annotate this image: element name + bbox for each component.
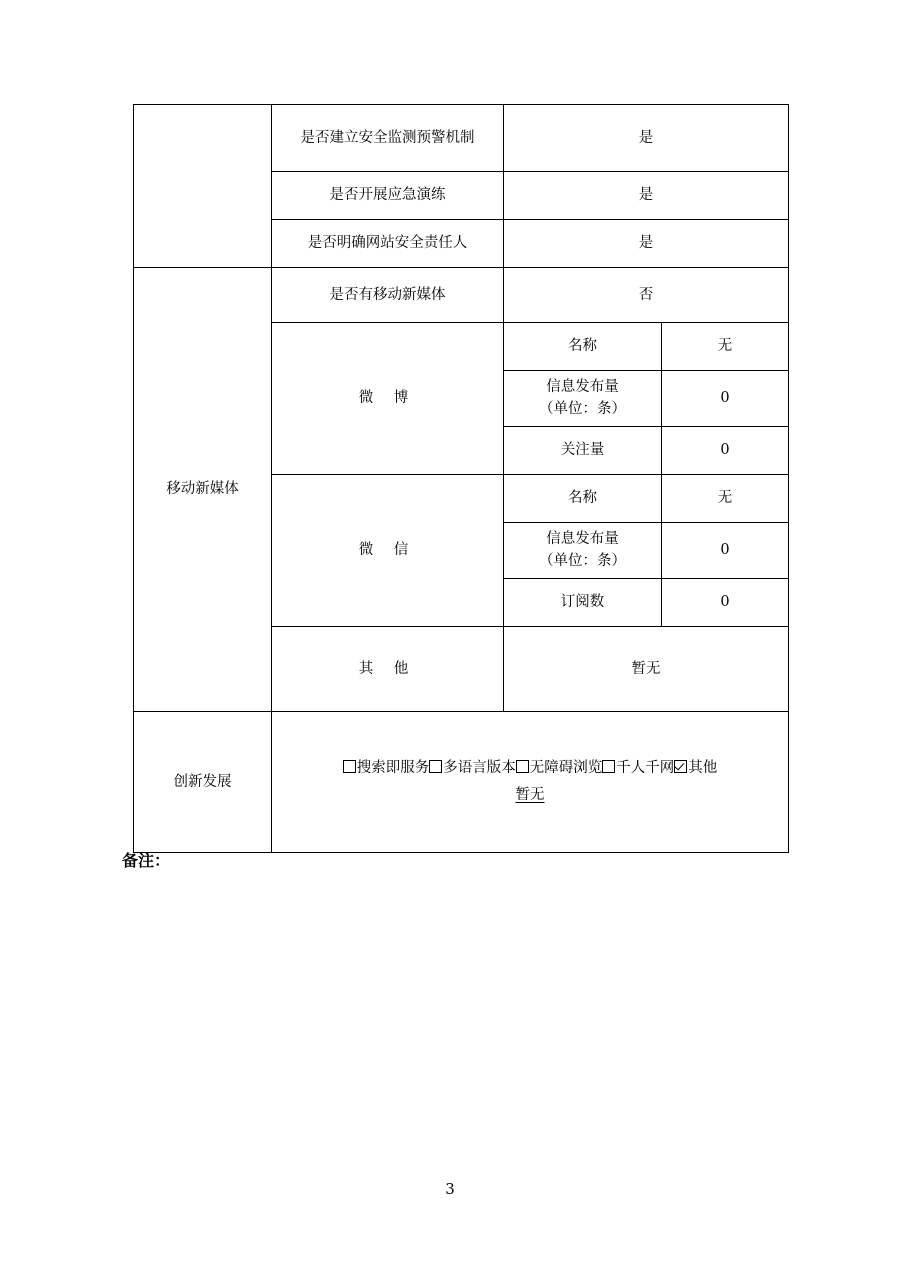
- has-new-media-question: 是否有移动新媒体: [272, 268, 504, 323]
- innovation-other-value-wrap: [276, 782, 784, 809]
- weixin-name-label: 名称: [504, 474, 662, 522]
- security-question-2: 是否开展应急演练: [272, 172, 504, 220]
- checkbox-multilingual-icon[interactable]: [429, 760, 442, 773]
- has-new-media-answer: 否: [504, 268, 789, 323]
- weixin-name-value: 无: [662, 474, 789, 522]
- weibo-name-value: 无: [662, 323, 789, 371]
- table-row: [134, 268, 789, 323]
- checkbox-accessibility-icon[interactable]: [516, 760, 529, 773]
- weixin-subscribers-value: 0: [662, 578, 789, 626]
- innovation-option-label-3: 无障碍浏览: [529, 760, 603, 777]
- weibo-publish-count-label-line2: （单位：条）: [539, 401, 626, 418]
- checkbox-other-icon[interactable]: [674, 760, 687, 773]
- weixin-subscribers-label: 订阅数: [504, 578, 662, 626]
- table-row: [134, 105, 789, 172]
- weixin-label: 微 信: [272, 474, 504, 626]
- weixin-publish-count-label: [504, 522, 662, 578]
- innovation-options-list: [276, 755, 784, 782]
- weibo-name-label: 名称: [504, 323, 662, 371]
- page-number: 3: [445, 1180, 455, 1198]
- weibo-publish-count-value: 0: [662, 371, 789, 427]
- weibo-publish-count-label-line1: 信息发布量: [546, 379, 619, 395]
- security-answer-2: 是: [504, 172, 789, 220]
- security-section-label: [134, 105, 272, 268]
- security-question-3: 是否明确网站安全责任人: [272, 220, 504, 268]
- other-media-value: 暂无: [504, 626, 789, 711]
- weixin-publish-count-value: 0: [662, 522, 789, 578]
- weixin-publish-count-label-line2: （单位：条）: [539, 553, 626, 570]
- innovation-option-label-1: 搜索即服务: [356, 760, 430, 777]
- innovation-option-label-5: 其他: [688, 760, 718, 777]
- security-answer-3: 是: [504, 220, 789, 268]
- remark-label: 备注：: [122, 851, 171, 870]
- table-row: [134, 711, 789, 852]
- innovation-section-label: 创新发展: [134, 711, 272, 852]
- weibo-followers-label: 关注量: [504, 426, 662, 474]
- weibo-followers-value: 0: [662, 426, 789, 474]
- checkbox-search-as-service-icon[interactable]: [343, 760, 356, 773]
- weixin-publish-count-label-line1: 信息发布量: [546, 530, 619, 547]
- innovation-option-label-4: 千人千网: [616, 760, 675, 777]
- innovation-other-value: 暂无: [515, 786, 545, 803]
- other-media-label: 其 他: [272, 626, 504, 711]
- checkbox-personalized-icon[interactable]: [602, 760, 615, 773]
- new-media-section-label: 移动新媒体: [134, 268, 272, 712]
- security-answer-1: 是: [504, 105, 789, 172]
- website-report-table: [133, 104, 789, 853]
- weibo-publish-count-label: [504, 371, 662, 427]
- innovation-option-label-2: 多语言版本: [443, 760, 516, 777]
- weibo-label: 微 博: [272, 323, 504, 475]
- innovation-options-cell: [272, 711, 789, 852]
- security-question-1: 是否建立安全监测预警机制: [272, 105, 504, 172]
